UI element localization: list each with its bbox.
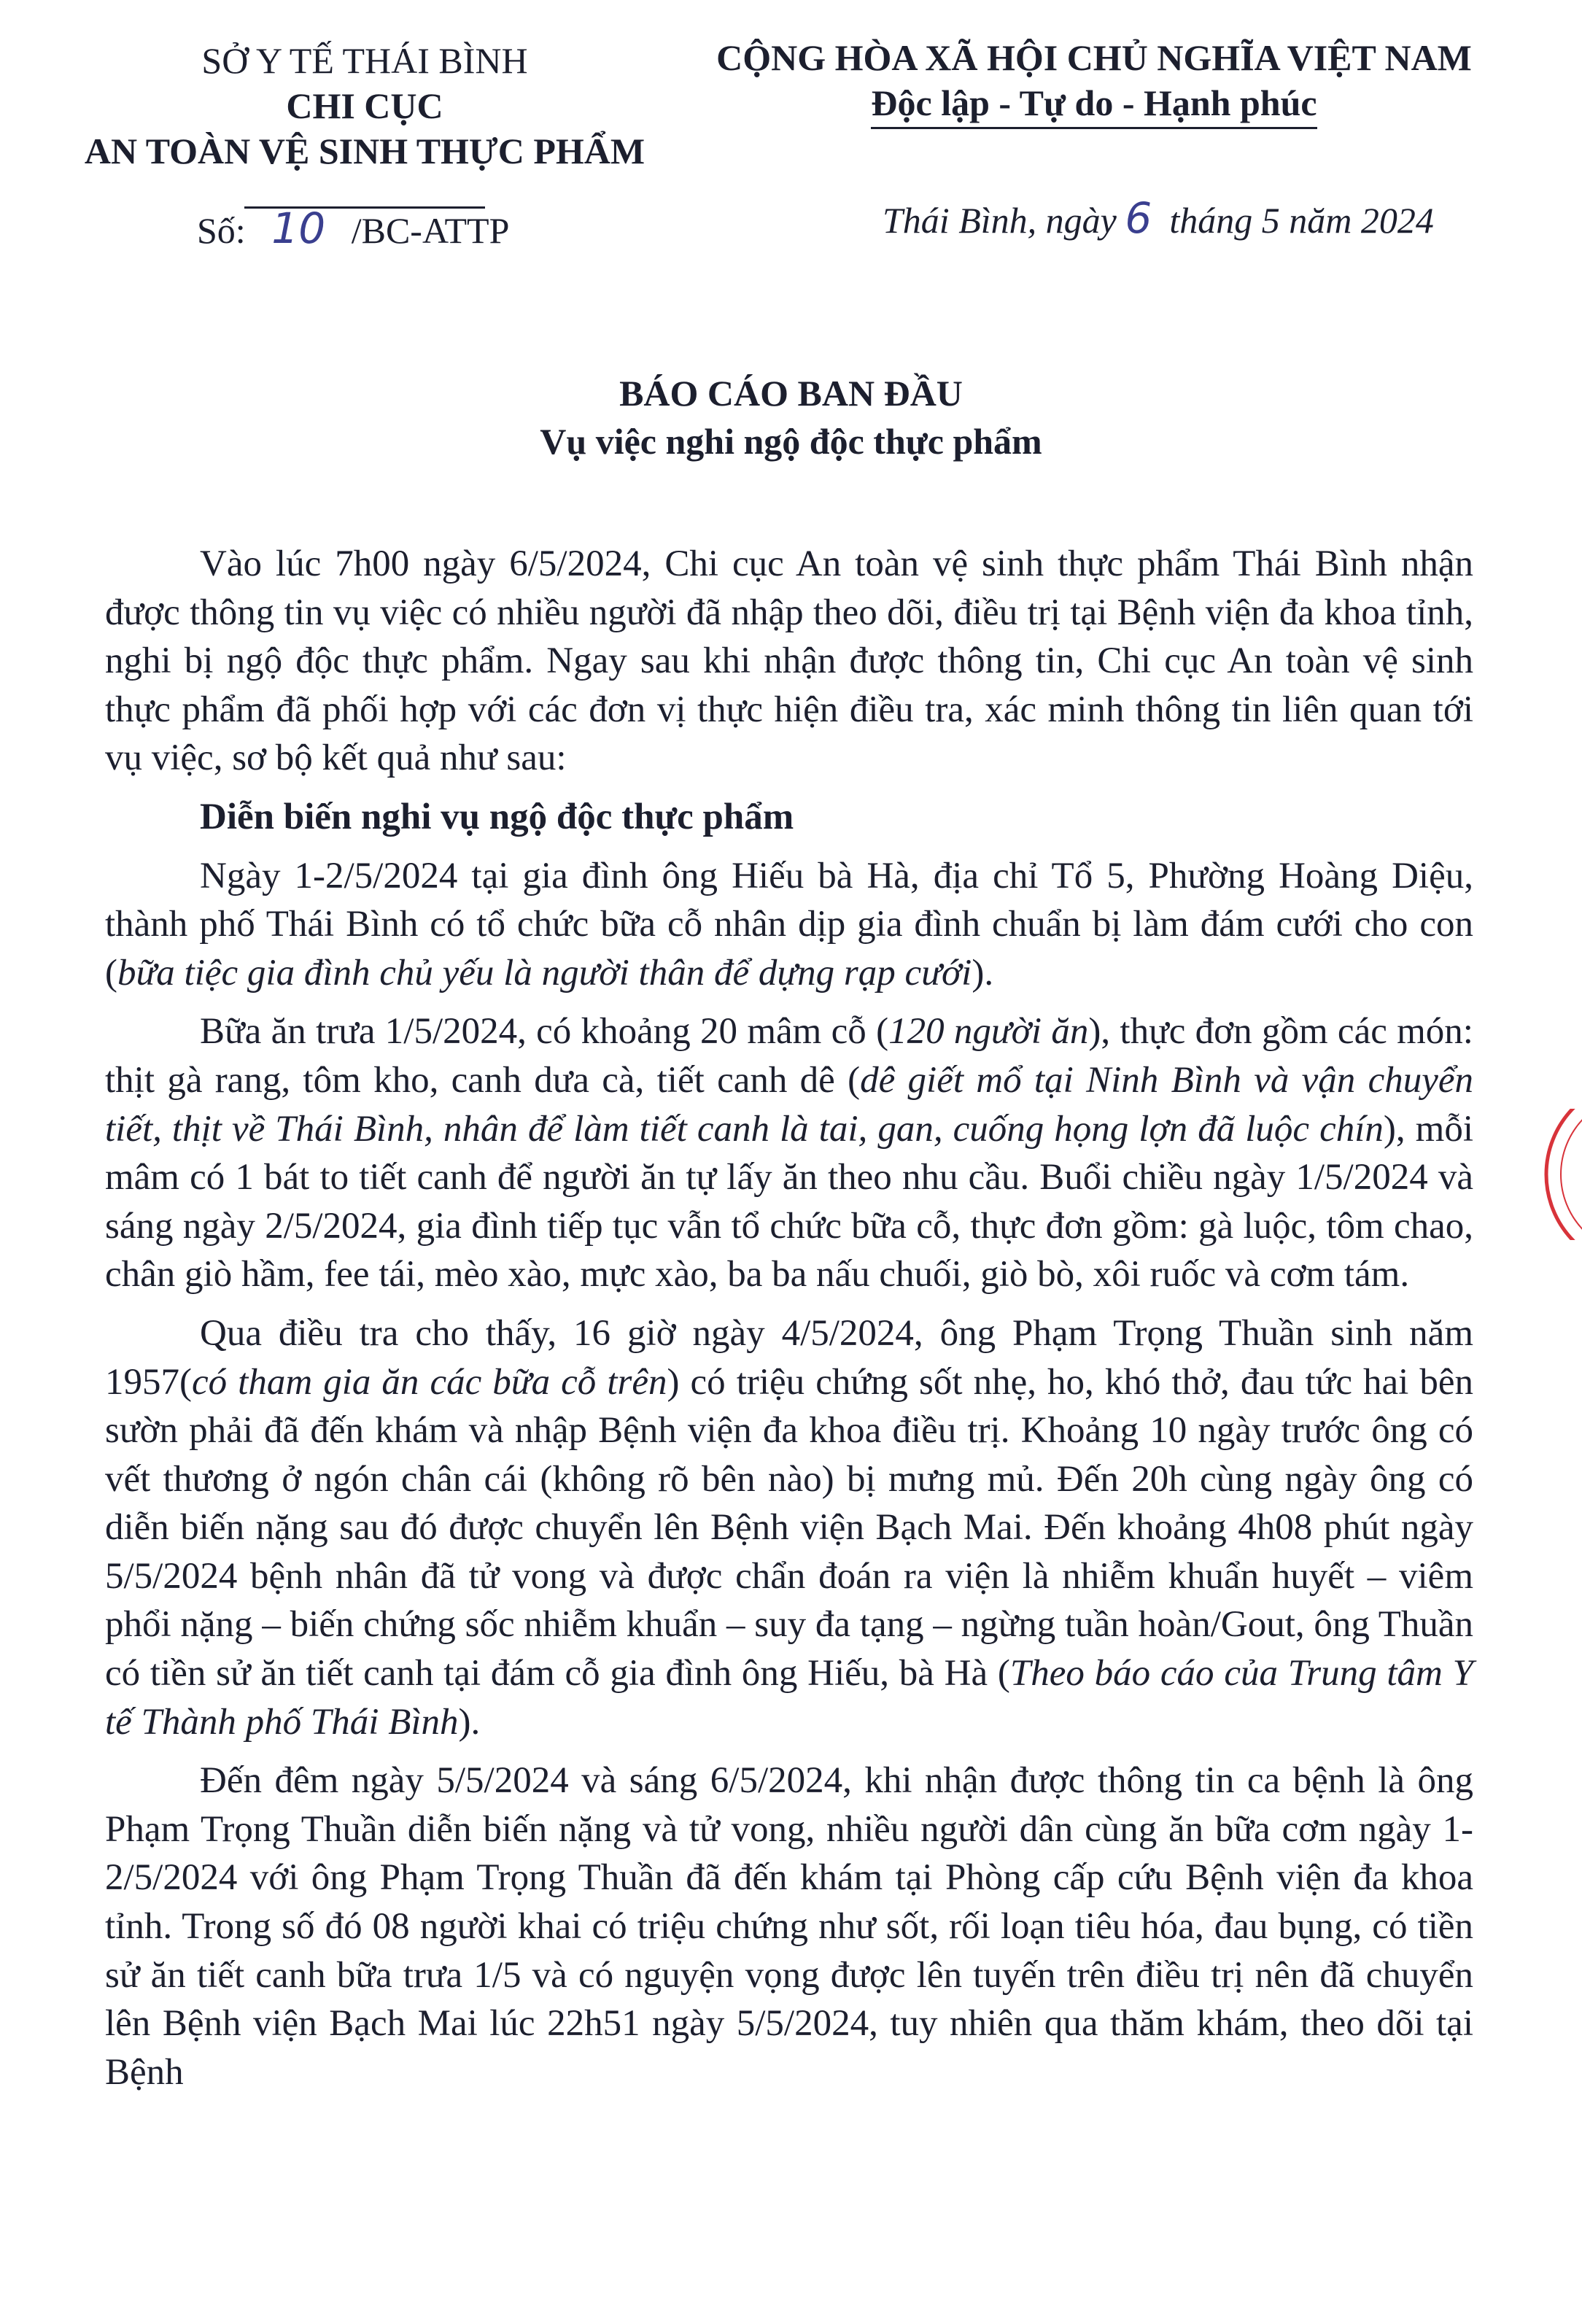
agency-name-line1: CHI CỤC — [286, 85, 443, 126]
agency-name-line2: AN TOÀN VỆ SINH THỰC PHẨM — [84, 131, 645, 171]
report-title: BÁO CÁO BAN ĐẦU — [619, 373, 963, 414]
stamp-icon — [1532, 1109, 1582, 1240]
republic-name: CỘNG HÒA XÃ HỘI CHỦ NGHĨA VIỆT NAM — [716, 37, 1472, 78]
section-heading: Diễn biến nghi vụ ngộ độc thực phẩm — [200, 796, 794, 837]
p3-italic-2: dê giết mổ tại Ninh Bình và vận chuyển tiết, thịt về Thái Bình, nhân để làm tiết canh là tai, gan, cuống họng lợn đã luộc chín — [105, 1059, 1473, 1150]
national-motto: Độc lập - Tự do - Hạnh phúc — [871, 80, 1317, 129]
document-number — [197, 206, 509, 253]
paragraph-event — [105, 852, 1473, 998]
date-suffix: tháng 5 năm 2024 — [1169, 200, 1434, 241]
p4-text-a: Qua điều tra cho thấy, 16 giờ ngày 4/5/2024, ông Phạm Trọng Thuần sinh năm 1957( — [105, 1312, 1473, 1403]
p4-text-b: ) có triệu chứng sốt nhẹ, ho, khó thở, đau tức hai bên sườn phải đã đến khám và nhập Bệnh viện đa khoa điều trị. Khoảng 10 ngày trước ông có vết thương ở ngón chân cái (không rõ bên nào) bị mưng mủ. Đến 20h cùng ngày ông có diễn biến nặng sau đó được chuyển lên Bệnh viện Bạch Mai. Đến khoảng 4h08 phút ngày 5/5/2024 bệnh nhân đã tử vong và được chẩn đoán ra viện là nhiễm khuẩn huyết – viêm phổi nặng – biến chứng sốc nhiễm khuẩn – suy đa tạng – ngừng tuần hoàn/Gout, ông Thuần có tiền sử ăn tiết canh tại đám cỗ gia đình ông Hiếu, bà Hà ( — [105, 1361, 1473, 1694]
paragraph-patients: Đến đêm ngày 5/5/2024 và sáng 6/5/2024, khi nhận được thông tin ca bệnh là ông Phạm Trọng Thuần diễn biến nặng và tử vong, nhiều người dân cùng ăn bữa cơm ngày 1-2/5/2024 với ông Phạm Trọng Thuần đã đến khám tại Phòng cấp cứu Bệnh viện đa khoa tỉnh. Trong số đó 08 người khai có triệu chứng như sốt, rối loạn tiêu hóa, đau bụng, có tiền sử ăn tiết canh bữa trưa 1/5 và có nguyện vọng được lên tuyến trên điều trị nên đã chuyển lên Bệnh viện Bạch Mai lúc 22h51 ngày 5/5/2024, tuy nhiên qua thăm khám, theo dõi tại Bệnh — [105, 1760, 1473, 2093]
p4-italic-2: Theo báo cáo của Trung tâm Y tế Thành phố Thái Bình — [105, 1653, 1473, 1743]
issuing-agency — [73, 38, 656, 219]
p3-text-b: ), thực đơn gồm các món: thịt gà rang, tôm kho, canh dưa cà, tiết canh dê ( — [105, 1011, 1473, 1101]
p3-italic-1: 120 người ăn — [888, 1011, 1089, 1053]
p4-italic-1: có tham gia ăn các bữa cỗ trên — [191, 1361, 667, 1403]
p3-text-a: Bữa ăn trưa 1/5/2024, có khoảng 20 mâm cỗ ( — [200, 1011, 889, 1053]
date-line — [883, 195, 1434, 243]
stamp-fragment — [1532, 1109, 1582, 1240]
paragraph-intro: Vào lúc 7h00 ngày 6/5/2024, Chi cục An toàn vệ sinh thực phẩm Thái Bình nhận được thông tin vụ việc có nhiều người đã nhập theo dõi, điều trị tại Bệnh viện đa khoa tỉnh, nghi bị ngộ độc thực phẩm. Ngay sau khi nhận được thông tin, Chi cục An toàn vệ sinh thực phẩm đã phối hợp với các đơn vị thực hiện điều tra, xác minh thông tin liên quan tới vụ việc, sơ bộ kết quả như sau: — [105, 543, 1473, 779]
paragraph-menu — [105, 1007, 1473, 1299]
p2-italic: bữa tiệc gia đình chủ yếu là người thân để dựng rạp cưới — [117, 952, 972, 993]
p2-text-b: ). — [972, 952, 994, 993]
doc-number-suffix: /BC-ATTP — [351, 210, 510, 251]
report-subtitle: Vụ việc nghi ngộ độc thực phẩm — [540, 421, 1042, 462]
date-day-handwritten: 6 — [1125, 193, 1152, 243]
doc-number-handwritten: 10 — [271, 204, 326, 253]
report-body — [105, 540, 1473, 2107]
p2-text-a: Ngày 1-2/5/2024 tại gia đình ông Hiếu bà Hà, địa chỉ Tổ 5, Phường Hoàng Diệu, thành phố Thái Bình có tổ chức bữa cỗ nhân dịp gia đình chuẩn bị làm đám cưới cho con ( — [105, 855, 1473, 993]
agency-department: SỞ Y TẾ THÁI BÌNH — [201, 40, 528, 81]
doc-number-prefix: Số: — [197, 210, 246, 251]
paragraph-investigation — [105, 1309, 1473, 1746]
p3-text-c: ), mỗi mâm có 1 bát to tiết canh để người ăn tự lấy ăn theo nhu cầu. Buổi chiều ngày 1/5/2024 và sáng ngày 2/5/2024, gia đình tiếp tục vẫn tổ chức bữa cỗ, thực đơn gồm: gà luộc, tôm chao, chân giò hầm, fee tái, mèo xào, mực xào, ba ba nấu chuối, giò bò, xôi ruốc và cơm tám. — [105, 1108, 1473, 1295]
date-prefix: Thái Bình, ngày — [883, 200, 1117, 241]
p4-text-c: ). — [458, 1701, 481, 1743]
national-header — [686, 35, 1502, 129]
